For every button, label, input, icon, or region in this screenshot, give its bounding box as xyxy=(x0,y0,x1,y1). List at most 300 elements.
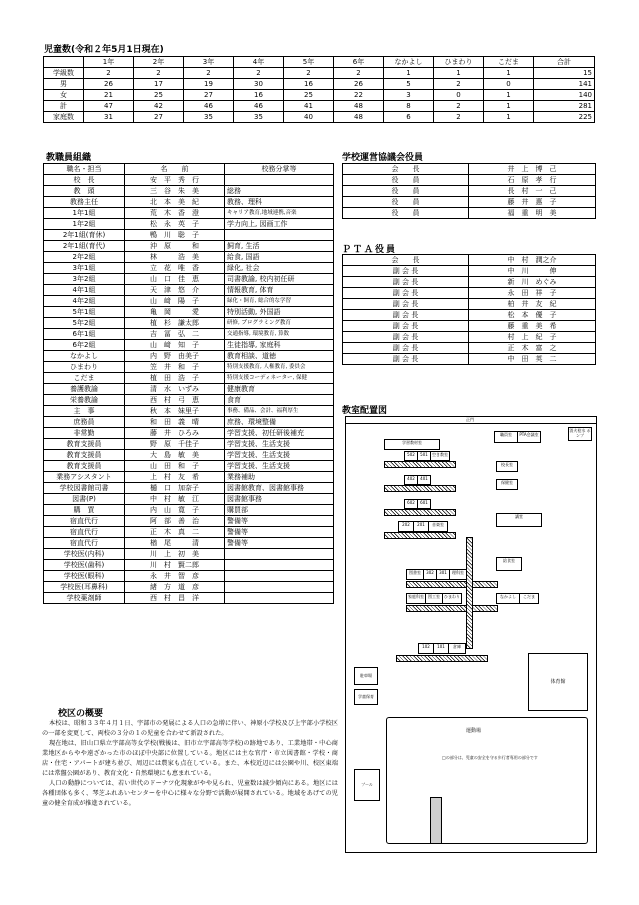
table-cell: 生徒指導, 家庭科 xyxy=(225,340,334,351)
table-cell: 3年1組 xyxy=(44,263,125,274)
table-cell: 情報教育, 体育 xyxy=(225,285,334,296)
map-room-201: 201 xyxy=(413,521,429,532)
table-row xyxy=(44,90,595,101)
map-corridor xyxy=(384,485,456,492)
table-row xyxy=(44,450,334,461)
table-cell: 正 木 富 之 xyxy=(469,343,596,354)
table-header-cell: 名 前 xyxy=(125,164,225,175)
table-cell: 家庭数 xyxy=(44,112,84,123)
table-cell: 栄養教諭 xyxy=(44,395,125,406)
table-cell: 26 xyxy=(84,79,134,90)
table-row xyxy=(343,288,596,299)
map-vacant-room: 空き教室 xyxy=(430,451,450,461)
table-cell: 30 xyxy=(234,79,284,90)
table-cell: 沖 原 和 xyxy=(125,241,225,252)
table-cell: 副 会 長 xyxy=(343,288,469,299)
map-afterschool: 学童保育 xyxy=(354,689,378,705)
table-cell: 学習支援、生活支援 xyxy=(225,439,334,450)
table-header-cell: ひまわり xyxy=(434,57,484,68)
table-row xyxy=(44,307,334,318)
table-cell: 山 口 佳 恵 xyxy=(125,274,225,285)
table-cell: 学習支援、初任研後補充 xyxy=(225,428,334,439)
table-cell: 281 xyxy=(534,101,595,112)
table-cell xyxy=(225,560,334,571)
table-cell: 北 本 美 紀 xyxy=(125,197,225,208)
map-storage: 倉庫 xyxy=(448,643,466,654)
table-cell: 吉 冨 弘 二 xyxy=(125,329,225,340)
table-row xyxy=(44,417,334,428)
students-title: 児童数(令和２年5月1日現在) xyxy=(44,45,164,55)
table-row xyxy=(44,472,334,483)
overview-paragraph: 本校は、昭和３３年４月１日、宇部市の発展による人口の急増に伴い、神原小学校及び上宇部小学校区の一部を変更して、両校の３分の１の児童を合わせて新設された。 xyxy=(42,720,338,737)
table-cell: 副 会 長 xyxy=(343,266,469,277)
table-cell: 5年1組 xyxy=(44,307,125,318)
table-cell: 副 会 長 xyxy=(343,354,469,365)
table-cell: 業務補助 xyxy=(225,472,334,483)
table-row xyxy=(44,439,334,450)
table-cell: 1 xyxy=(484,112,534,123)
map-art-room: 図工室 xyxy=(425,593,443,604)
map-room-101: 101 xyxy=(433,643,449,654)
map-corridor xyxy=(384,461,456,468)
table-row xyxy=(44,362,334,373)
table-row xyxy=(44,395,334,406)
table-row xyxy=(44,241,334,252)
table-cell: 2 xyxy=(334,68,384,79)
table-cell: 140 xyxy=(534,90,595,101)
table-cell xyxy=(225,582,334,593)
table-cell: 永 井 智 彦 xyxy=(125,571,225,582)
table-cell: 大 島 敏 美 xyxy=(125,450,225,461)
map-principal-room: 校長室 xyxy=(496,461,518,472)
map-corridor xyxy=(384,509,456,516)
table-row xyxy=(44,68,595,79)
table-row xyxy=(44,340,334,351)
table-cell: 役 員 xyxy=(343,197,469,208)
table-cell: 副 会 長 xyxy=(343,277,469,288)
table-cell: 中 村 潤之介 xyxy=(469,255,596,266)
table-cell: 中 田 英 二 xyxy=(469,354,596,365)
map-hall: 講堂 xyxy=(496,513,542,527)
table-cell: 藤 井 ひろみ xyxy=(125,428,225,439)
table-cell: 計 xyxy=(44,101,84,112)
table-cell: 植 杉 謙太郎 xyxy=(125,318,225,329)
table-cell: 4年1組 xyxy=(44,285,125,296)
table-cell: 長 村 一 己 xyxy=(469,186,596,197)
table-cell: 食育 xyxy=(225,395,334,406)
table-cell: 川 村 賢二郎 xyxy=(125,560,225,571)
table-cell: 笠 井 和 子 xyxy=(125,362,225,373)
map-room-401: 401 xyxy=(417,475,431,485)
map-room-602: 602 xyxy=(404,499,418,509)
table-cell: 立 花 唯 香 xyxy=(125,263,225,274)
table-row xyxy=(44,505,334,516)
table-cell: 宿直代行 xyxy=(44,527,125,538)
table-cell: 48 xyxy=(334,101,384,112)
table-cell: 亀 岡 愛 xyxy=(125,307,225,318)
table-cell: 学校医(眼科) xyxy=(44,571,125,582)
table-row xyxy=(343,208,596,219)
table-cell: 荒 木 香 澄 xyxy=(125,208,225,219)
table-header-row xyxy=(44,57,595,68)
table-cell: 緑化・飼育, 総合的な学習 xyxy=(225,296,334,307)
table-cell: 27 xyxy=(184,90,234,101)
table-cell: 46 xyxy=(184,101,234,112)
overview-text xyxy=(42,719,338,809)
table-row xyxy=(44,263,334,274)
map-nakayoshi-room: なかよし xyxy=(496,593,520,604)
table-cell: 女 xyxy=(44,90,84,101)
table-cell: 学校医(歯科) xyxy=(44,560,125,571)
staff-table xyxy=(43,163,334,604)
table-cell: 学級数 xyxy=(44,68,84,79)
table-cell: 山 田 和 子 xyxy=(125,461,225,472)
table-cell: 5年2組 xyxy=(44,318,125,329)
table-cell: 2 xyxy=(234,68,284,79)
table-cell: 健康教育 xyxy=(225,384,334,395)
map-music-room: 音楽室 xyxy=(428,521,448,532)
table-cell: 6年1組 xyxy=(44,329,125,340)
table-cell: 17 xyxy=(134,79,184,90)
table-cell: 養護教諭 xyxy=(44,384,125,395)
table-cell: 225 xyxy=(534,112,595,123)
table-cell: キャリア教育,地域連携,音楽 xyxy=(225,208,334,219)
table-header-cell: 校務分掌等 xyxy=(225,164,334,175)
table-row xyxy=(44,560,334,571)
table-cell: 藤 重 美 希 xyxy=(469,321,596,332)
table-row xyxy=(44,571,334,582)
table-cell: 松 永 英 子 xyxy=(125,219,225,230)
table-row xyxy=(44,285,334,296)
table-cell: 男 xyxy=(44,79,84,90)
map-nurse-room: 保健室 xyxy=(496,479,518,490)
table-row xyxy=(44,274,334,285)
table-cell: 46 xyxy=(234,101,284,112)
table-cell: 学習支援、生活支援 xyxy=(225,461,334,472)
table-row xyxy=(44,483,334,494)
table-row xyxy=(343,277,596,288)
table-cell: 天 津 悠 介 xyxy=(125,285,225,296)
table-cell: 副 会 長 xyxy=(343,310,469,321)
table-cell: 教 頭 xyxy=(44,186,125,197)
table-cell: 総務 xyxy=(225,186,334,197)
table-cell: 正 木 真 二 xyxy=(125,527,225,538)
map-homeec-room: 家庭科室 xyxy=(406,593,426,604)
table-row xyxy=(44,428,334,439)
table-row xyxy=(343,186,596,197)
table-cell: 教育支援員 xyxy=(44,461,125,472)
table-cell: 2 xyxy=(84,68,134,79)
map-corridor xyxy=(406,581,498,588)
table-cell: 図書(P) xyxy=(44,494,125,505)
map-room-302: 302 xyxy=(423,569,437,580)
table-cell: 学校薬剤師 xyxy=(44,593,125,604)
table-row xyxy=(44,175,334,186)
table-cell: 山 﨑 知 子 xyxy=(125,340,225,351)
table-cell: 1 xyxy=(484,68,534,79)
table-row xyxy=(343,310,596,321)
table-cell: 学校医(内科) xyxy=(44,549,125,560)
map-ground xyxy=(386,717,588,844)
map-library: 図書室 xyxy=(406,569,424,580)
map-room-301: 301 xyxy=(436,569,450,580)
table-cell: 学習支援、生活支援 xyxy=(225,450,334,461)
map-walkway xyxy=(430,797,442,844)
map-room-402: 402 xyxy=(404,475,418,485)
table-cell: 副 会 長 xyxy=(343,321,469,332)
table-cell: 5 xyxy=(384,79,434,90)
staff-title: 教職員組織 xyxy=(46,153,92,163)
map-room-202: 202 xyxy=(398,521,414,532)
table-cell: 役 員 xyxy=(343,175,469,186)
table-cell: 21 xyxy=(84,90,134,101)
table-row xyxy=(44,527,334,538)
table-cell: 35 xyxy=(184,112,234,123)
table-row xyxy=(44,516,334,527)
table-row xyxy=(44,351,334,362)
map-room-102: 102 xyxy=(418,643,434,654)
table-cell: 秋 本 妹里子 xyxy=(125,406,225,417)
table-cell xyxy=(225,571,334,582)
table-row xyxy=(44,593,334,604)
map-note: □の部分は、児童の安全を守る歩行者専用の部分です xyxy=(442,755,538,760)
table-cell: 2 xyxy=(434,79,484,90)
table-cell: 交通指導, 環境教育, 算数 xyxy=(225,329,334,340)
campus-map xyxy=(345,416,597,853)
table-row xyxy=(44,79,595,90)
table-cell: 6 xyxy=(384,112,434,123)
map-room-502: 502 xyxy=(404,451,418,461)
table-row xyxy=(343,332,596,343)
table-cell: 上 村 友 希 xyxy=(125,472,225,483)
map-pool: プール xyxy=(354,769,380,801)
table-cell: 副 会 長 xyxy=(343,332,469,343)
table-cell: 野 原 千佳子 xyxy=(125,439,225,450)
table-cell: 27 xyxy=(134,112,184,123)
table-cell: 業務アシスタント xyxy=(44,472,125,483)
table-cell: 2年2組 xyxy=(44,252,125,263)
table-cell: 6年2組 xyxy=(44,340,125,351)
table-cell: 安 平 秀 行 xyxy=(125,175,225,186)
table-header-cell: 3年 xyxy=(184,57,234,68)
map-corridor xyxy=(384,532,456,539)
table-cell: 1 xyxy=(384,68,434,79)
table-header-cell: こだま xyxy=(484,57,534,68)
table-cell: 0 xyxy=(484,79,534,90)
table-header-cell: 2年 xyxy=(134,57,184,68)
table-header-cell: 合計 xyxy=(534,57,595,68)
table-cell: 新 川 めぐみ xyxy=(469,277,596,288)
table-cell: 特別支援教育, 人権教育, 委員会 xyxy=(225,362,334,373)
table-row xyxy=(343,321,596,332)
table-cell: 給食, 国語 xyxy=(225,252,334,263)
map-himawari-room: ひまわり xyxy=(442,593,462,604)
table-cell: 47 xyxy=(84,101,134,112)
table-cell: 宿直代行 xyxy=(44,516,125,527)
table-cell: 1 xyxy=(484,90,534,101)
table-cell: 西 村 弓 恵 xyxy=(125,395,225,406)
table-cell xyxy=(225,230,334,241)
table-cell: 40 xyxy=(284,112,334,123)
table-cell: 特別支援コーディネーター, 保健 xyxy=(225,373,334,384)
table-cell: 2年1組(育休) xyxy=(44,230,125,241)
map-room-601: 601 xyxy=(417,499,431,509)
table-cell: 教育相談、道徳 xyxy=(225,351,334,362)
table-cell: 25 xyxy=(284,90,334,101)
table-cell: 141 xyxy=(534,79,595,90)
table-cell: 飼育, 生活 xyxy=(225,241,334,252)
table-cell: 和 田 義 晴 xyxy=(125,417,225,428)
table-row xyxy=(44,538,334,549)
table-row xyxy=(44,384,334,395)
table-header-cell: 6年 xyxy=(334,57,384,68)
table-cell: 22 xyxy=(334,90,384,101)
table-cell: 副 会 長 xyxy=(343,343,469,354)
table-cell: ひまわり xyxy=(44,362,125,373)
table-cell: 警備等 xyxy=(225,527,334,538)
table-cell: 31 xyxy=(84,112,134,123)
table-cell: 図書館事務 xyxy=(225,494,334,505)
table-cell: 三 谷 朱 美 xyxy=(125,186,225,197)
table-cell: 16 xyxy=(284,79,334,90)
table-cell xyxy=(225,175,334,186)
table-cell: 警備等 xyxy=(225,538,334,549)
table-cell: 警備等 xyxy=(225,516,334,527)
table-row xyxy=(44,230,334,241)
table-row xyxy=(44,329,334,340)
table-header-row xyxy=(44,164,334,175)
table-cell: 緑化, 社会 xyxy=(225,263,334,274)
table-row xyxy=(44,373,334,384)
table-cell: 学校図書館司書 xyxy=(44,483,125,494)
table-cell: 校 長 xyxy=(44,175,125,186)
table-cell: 松 本 優 子 xyxy=(469,310,596,321)
table-cell: 西 村 昌 洋 xyxy=(125,593,225,604)
overview-title: 校区の概要 xyxy=(58,709,104,719)
table-header-cell: 1年 xyxy=(84,57,134,68)
table-cell: 19 xyxy=(184,79,234,90)
table-cell: 3年2組 xyxy=(44,274,125,285)
table-row xyxy=(44,197,334,208)
table-cell: 16 xyxy=(234,90,284,101)
map-staff-room: 職員室 xyxy=(494,431,518,443)
table-cell: 2 xyxy=(434,101,484,112)
pta-title: ＰＴＡ役員 xyxy=(342,245,398,255)
table-row xyxy=(343,343,596,354)
table-cell: 教育支援員 xyxy=(44,450,125,461)
table-cell: 植 田 浩 子 xyxy=(125,373,225,384)
map-pta-room: PTA会議室 xyxy=(517,431,541,443)
table-row xyxy=(44,101,595,112)
table-header-cell: なかよし xyxy=(384,57,434,68)
table-cell: 学力向上, 図画工作 xyxy=(225,219,334,230)
map-learning-room: 学習教材室 xyxy=(384,439,440,450)
table-cell: 福 重 明 美 xyxy=(469,208,596,219)
table-cell: 山 﨑 陽 子 xyxy=(125,296,225,307)
table-cell: 主 事 xyxy=(44,406,125,417)
map-corridor xyxy=(466,537,473,649)
table-cell: 教育支援員 xyxy=(44,439,125,450)
table-cell: こだま xyxy=(44,373,125,384)
table-row xyxy=(343,175,596,186)
table-row xyxy=(343,299,596,310)
map-corridor xyxy=(406,605,498,612)
table-cell: 2 xyxy=(434,112,484,123)
map-title: 教室配置図 xyxy=(342,406,388,416)
students-table xyxy=(43,56,595,123)
table-cell: 41 xyxy=(284,101,334,112)
table-cell: 1 xyxy=(434,68,484,79)
table-cell: なかよし xyxy=(44,351,125,362)
table-cell: 川 上 初 美 xyxy=(125,549,225,560)
table-cell: 48 xyxy=(334,112,384,123)
table-cell: 1 xyxy=(484,101,534,112)
map-kodama-room: こだま xyxy=(519,593,539,604)
table-cell: 2 xyxy=(184,68,234,79)
map-science-room: 理科室 xyxy=(449,569,467,580)
map-kitchen: 給食室 xyxy=(496,557,522,571)
table-cell: 宿直代行 xyxy=(44,538,125,549)
map-ground-label: 運動場 xyxy=(466,728,482,734)
table-cell: 1年1組 xyxy=(44,208,125,219)
table-cell: 役 員 xyxy=(343,208,469,219)
table-cell: 緒 方 道 彦 xyxy=(125,582,225,593)
table-cell: 司書教諭, 校内初任研 xyxy=(225,274,334,285)
table-row xyxy=(343,164,596,175)
table-cell: 村 上 紀 子 xyxy=(469,332,596,343)
table-header-cell xyxy=(44,57,84,68)
table-row xyxy=(343,255,596,266)
table-cell: 中 川 伸 xyxy=(469,266,596,277)
pta-table xyxy=(342,254,596,365)
table-header-cell: 4年 xyxy=(234,57,284,68)
table-cell: 石 原 孝 行 xyxy=(469,175,596,186)
table-cell: 内 山 寛 子 xyxy=(125,505,225,516)
table-row xyxy=(343,197,596,208)
table-cell: 庶務員 xyxy=(44,417,125,428)
table-row xyxy=(44,296,334,307)
table-cell: 研修, プログラミング教育 xyxy=(225,318,334,329)
table-row xyxy=(44,208,334,219)
table-cell: 42 xyxy=(134,101,184,112)
table-cell: 購 買 xyxy=(44,505,125,516)
table-cell: 図書館教育、図書館事務 xyxy=(225,483,334,494)
table-cell: 非常勤 xyxy=(44,428,125,439)
table-cell: 15 xyxy=(534,68,595,79)
table-cell: 3 xyxy=(384,90,434,101)
table-cell: 井 上 博 己 xyxy=(469,164,596,175)
table-row xyxy=(44,461,334,472)
table-cell: 0 xyxy=(434,90,484,101)
overview-paragraph: 現在地は、旧山口県立宇部高等女学校(戦後は、旧市立宇部高等学校)の跡地であり、工業地帯・中心商業地区からやや遠ざかった市のほぼ中央部に位置している。地区には主な官庁・市立図書館・学校・商店・住宅・アパートが建ち並び、周辺には農家も点在している。また、本校近辺には公園や川、校区東端には常盤公園があり、教育文化・自然環境にも恵まれている。 xyxy=(42,740,338,777)
table-cell: 楢 尾 清 xyxy=(125,538,225,549)
table-cell: 8 xyxy=(384,101,434,112)
map-parking: 駐車場 xyxy=(354,667,378,685)
table-cell: 2 xyxy=(284,68,334,79)
table-row xyxy=(44,549,334,560)
table-row xyxy=(44,406,334,417)
table-cell: 教務主任 xyxy=(44,197,125,208)
table-cell: 教務、理科 xyxy=(225,197,334,208)
table-row xyxy=(44,318,334,329)
overview-paragraph: 人口の動静については、若い世代のドーナツ化現象がやや見られ、児童数は減少傾向にある。地区には各種団体も多く、琴芝ふれあいセンターを中心に様々な分野で活動が展開されている。地域をあげての児童の健全育成が推進されている。 xyxy=(42,780,338,807)
table-cell: 購買部 xyxy=(225,505,334,516)
table-cell xyxy=(225,593,334,604)
table-cell: 藤 井 惠 子 xyxy=(469,197,596,208)
table-row xyxy=(44,186,334,197)
table-cell: 25 xyxy=(134,90,184,101)
table-row xyxy=(343,266,596,277)
